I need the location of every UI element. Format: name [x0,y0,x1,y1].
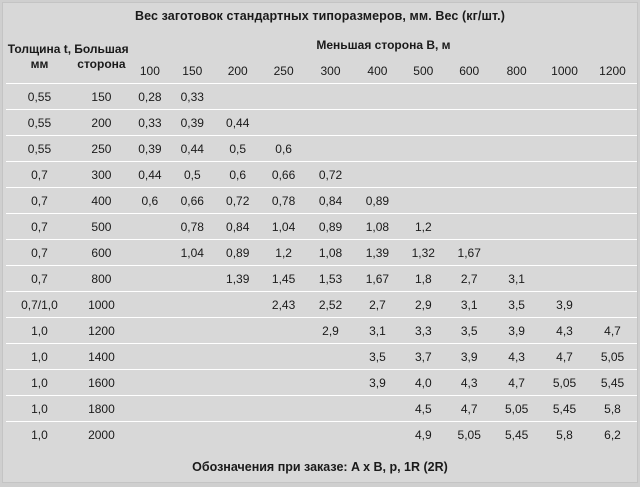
weight-cell: 1,32 [400,240,446,266]
thickness-cell: 0,55 [6,84,73,110]
weight-cell [354,136,400,162]
weight-cell [261,370,307,396]
column-header: 600 [446,59,492,84]
weight-cell: 2,9 [400,292,446,318]
weight-cell [170,266,215,292]
weight-cell [400,136,446,162]
weight-cell [170,318,215,344]
weight-cell: 3,9 [541,292,588,318]
weight-cell: 0,6 [215,162,261,188]
table-row [6,422,637,448]
weight-cell: 1,08 [354,214,400,240]
weight-cell [307,370,355,396]
weight-cell: 1,67 [446,240,492,266]
weight-cell: 0,44 [130,162,170,188]
weight-cell: 4,7 [541,344,588,370]
weight-cell: 3,9 [446,344,492,370]
weight-cell [130,240,170,266]
weight-cell [307,422,355,448]
table-row [6,318,637,344]
weight-cell: 2,7 [354,292,400,318]
weight-cell: 4,9 [414,427,432,442]
weight-cell [215,422,261,448]
weight-cell: 0,28 [130,84,170,110]
long-side-cell: 800 [73,266,130,292]
thickness-cell: 0,7 [6,162,73,188]
weight-cell [492,188,541,214]
table-title: Вес заготовок стандартных типоразмеров, мм. Вес (кг/шт.) [135,9,505,23]
weight-cell: 2,52 [307,292,355,318]
weight-cell: 3,9 [354,370,400,396]
weight-cell [354,84,400,110]
thickness-cell: 1,0 [6,396,73,422]
column-header: 1200 [588,59,637,84]
column-header: 150 [170,59,215,84]
weight-cell: 2,9 [307,318,355,344]
weight-cell [354,110,400,136]
weight-cell [261,110,307,136]
long-side-header: Большая сторона [73,31,130,84]
weight-cell [492,214,541,240]
weight-cell [588,266,637,292]
weight-cell [130,292,170,318]
weight-cell: 1,08 [307,240,355,266]
thickness-cell: 0,55 [6,110,73,136]
weight-cell: 0,44 [170,136,215,162]
weight-cell [400,84,446,110]
weight-cell [130,370,170,396]
thickness-cell: 0,55 [6,136,73,162]
weight-cell: 5,45 [504,427,529,442]
thickness-cell: 1,0 [6,344,73,370]
weight-cell [400,162,446,188]
weight-cell: 4,3 [492,344,541,370]
weight-cell: 0,6 [261,136,307,162]
weight-cell: 0,84 [307,188,355,214]
weight-cell [261,422,307,448]
table-row [6,136,637,162]
table-body [6,84,637,448]
weight-cell [261,344,307,370]
weight-cell [130,214,170,240]
long-side-cell: 400 [73,188,130,214]
thickness-cell: 1,0 [6,318,73,344]
long-side-cell: 600 [73,240,130,266]
weight-cell: 0,5 [215,136,261,162]
weight-cell: 1,04 [261,214,307,240]
weight-cell [446,136,492,162]
weight-cell: 3,5 [354,344,400,370]
weight-cell [541,84,588,110]
long-side-cell: 1800 [73,396,130,422]
weight-cell: 0,89 [307,214,355,240]
weight-cell: 0,78 [261,188,307,214]
weight-cell: 6,2 [604,427,621,442]
weight-cell: 2,7 [446,266,492,292]
weight-cell [446,110,492,136]
weight-cell [588,240,637,266]
weight-cell [215,370,261,396]
weight-cell: 1,53 [307,266,355,292]
weight-cell: 0,5 [170,162,215,188]
column-header: 500 [400,59,446,84]
weight-cell: 4,0 [400,370,446,396]
weight-cell [261,84,307,110]
weight-cell: 3,1 [492,266,541,292]
weight-cell [400,110,446,136]
weight-cell [446,214,492,240]
weight-cell: 0,84 [215,214,261,240]
weight-cell: 0,66 [261,162,307,188]
long-side-cell: 300 [73,162,130,188]
long-side-cell: 500 [73,214,130,240]
weight-cell [588,214,637,240]
weight-cell [446,162,492,188]
weight-cell: 0,33 [170,84,215,110]
weight-cell: 0,33 [130,110,170,136]
long-side-cell: 1600 [73,370,130,396]
weight-cell [492,240,541,266]
weight-cell [541,162,588,188]
weight-cell: 5,05 [541,370,588,396]
weight-cell: 1,2 [261,240,307,266]
weight-cell: 3,1 [446,292,492,318]
weight-cell [130,422,170,448]
weight-cell: 0,72 [307,162,355,188]
weight-cell: 3,5 [446,318,492,344]
weight-cell: 0,89 [354,188,400,214]
weight-cell: 5,05 [457,427,481,442]
weight-cell [541,266,588,292]
weight-cell [541,214,588,240]
weight-cell [307,344,355,370]
table-row [6,162,637,188]
weight-cell: 3,7 [400,344,446,370]
order-designation: Обозначения при заказе: A x B, p, 1R (2R) [192,460,448,474]
weight-cell: 0,66 [170,188,215,214]
column-header: 200 [215,59,261,84]
weight-table [6,31,637,447]
weight-cell [400,188,446,214]
weight-cell: 0,89 [215,240,261,266]
weight-cell [215,84,261,110]
weight-cell [130,344,170,370]
weight-cell [215,318,261,344]
weight-cell [354,396,400,422]
weight-cell [588,188,637,214]
weight-cell [354,162,400,188]
weight-cell: 1,2 [400,214,446,240]
weight-cell: 4,3 [446,370,492,396]
weight-cell: 4,5 [400,396,446,422]
weight-cell: 0,6 [130,188,170,214]
column-header: 800 [492,59,541,84]
column-header: 250 [261,59,307,84]
weight-cell: 5,8 [556,427,573,442]
thickness-cell: 0,7 [6,188,73,214]
weight-cell: 0,39 [170,110,215,136]
table-row [6,110,637,136]
weight-cell: 0,39 [130,136,170,162]
table-row [6,214,637,240]
weight-table-panel [2,2,638,483]
weight-cell [215,396,261,422]
long-side-cell: 2000 [88,427,115,442]
weight-cell: 4,3 [541,318,588,344]
table-row [6,370,637,396]
long-side-cell: 1400 [73,344,130,370]
weight-cell [492,110,541,136]
weight-cell: 4,7 [588,318,637,344]
weight-cell: 5,05 [492,396,541,422]
weight-cell: 1,67 [354,266,400,292]
weight-cell [130,318,170,344]
weight-cell: 4,7 [446,396,492,422]
weight-cell [307,84,355,110]
weight-cell [170,344,215,370]
weight-cell [588,162,637,188]
weight-cell: 3,9 [492,318,541,344]
table-row [6,344,637,370]
weight-cell [215,344,261,370]
weight-cell [492,162,541,188]
weight-cell [541,110,588,136]
long-side-cell: 200 [73,110,130,136]
weight-cell [215,292,261,318]
weight-cell: 1,45 [261,266,307,292]
weight-cell: 5,05 [588,344,637,370]
weight-cell: 3,1 [354,318,400,344]
weight-cell [541,240,588,266]
thickness-cell: 0,7 [6,266,73,292]
weight-cell [492,136,541,162]
weight-cell [307,396,355,422]
weight-cell [588,292,637,318]
weight-cell [170,292,215,318]
long-side-cell: 250 [73,136,130,162]
long-side-cell: 1000 [73,292,130,318]
weight-cell: 0,78 [170,214,215,240]
weight-cell [170,422,215,448]
thickness-header: Толщина t, мм [6,31,73,84]
weight-cell [307,110,355,136]
weight-cell [588,136,637,162]
weight-cell: 3,5 [492,292,541,318]
weight-cell [170,396,215,422]
thickness-cell: 0,7/1,0 [6,292,73,318]
thickness-cell: 0,7 [6,240,73,266]
thickness-cell: 1,0 [31,427,48,442]
table-row [6,188,637,214]
weight-cell: 4,7 [492,370,541,396]
table-row [6,84,637,110]
weight-cell: 0,72 [215,188,261,214]
thickness-cell: 0,7 [6,214,73,240]
column-header: 100 [130,59,170,84]
weight-cell [541,136,588,162]
weight-cell [130,266,170,292]
weight-cell [261,396,307,422]
weight-cell [446,188,492,214]
weight-cell: 1,39 [354,240,400,266]
column-header: 1000 [541,59,588,84]
weight-cell: 5,45 [541,396,588,422]
weight-cell [446,84,492,110]
weight-cell [541,188,588,214]
weight-cell [588,84,637,110]
thickness-cell: 1,0 [6,370,73,396]
weight-cell [307,136,355,162]
weight-cell: 1,8 [400,266,446,292]
weight-cell: 1,39 [215,266,261,292]
weight-cell [170,370,215,396]
weight-cell: 5,8 [588,396,637,422]
column-header: 300 [307,59,355,84]
table-row [6,240,637,266]
column-header: 400 [354,59,400,84]
weight-cell [354,422,400,448]
short-side-header: Меньшая сторона В, м [316,38,451,52]
table-row [6,396,637,422]
weight-cell: 2,43 [261,292,307,318]
weight-cell [130,396,170,422]
long-side-cell: 1200 [73,318,130,344]
weight-cell: 1,04 [170,240,215,266]
long-side-cell: 150 [73,84,130,110]
weight-cell [261,318,307,344]
weight-cell: 5,45 [588,370,637,396]
table-row [6,266,637,292]
table-row [6,292,637,318]
weight-cell: 3,3 [400,318,446,344]
weight-cell: 0,44 [215,110,261,136]
weight-cell [492,84,541,110]
weight-cell [588,110,637,136]
